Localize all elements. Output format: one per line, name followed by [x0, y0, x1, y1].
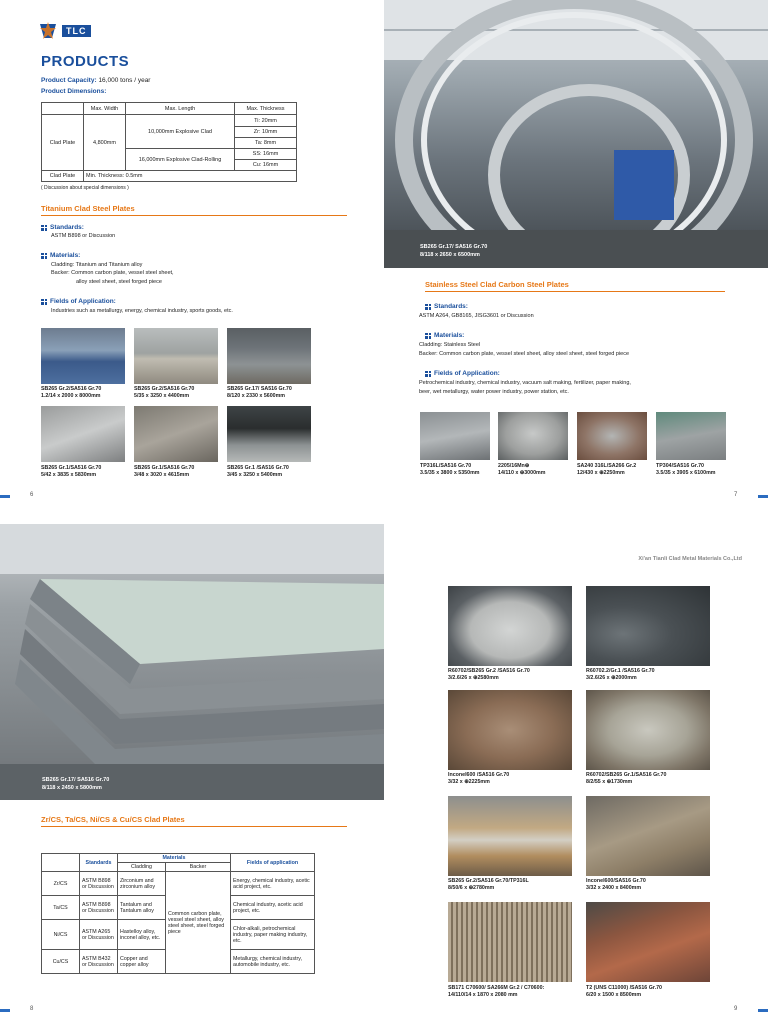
th-thickness: Max. Thickness — [235, 103, 297, 115]
caption-line: 12/430 x ⊕2250mm — [577, 470, 625, 476]
caption-line: 8/50/6 x ⊕2780mm — [448, 885, 495, 891]
product-photo — [498, 412, 568, 460]
caption-line: 8/2/55 x ⊕1730mm — [586, 779, 633, 785]
row-backer: Common carbon plate, vessel steel sheet, alloy steel sheet, steel forged piece — [166, 872, 231, 974]
caption-line: 14/110/14 x 1870 x 2080 mm — [448, 992, 518, 998]
photo-caption — [448, 878, 529, 892]
materials-heading-text: Materials: — [50, 252, 81, 259]
caption-line: 3/45 x 3250 x 5400mm — [227, 472, 283, 478]
row-cladding: Copper and copper alloy — [118, 950, 166, 974]
photo-caption — [586, 772, 666, 786]
capacity-label: Product Capacity: — [41, 77, 97, 84]
product-photo — [586, 690, 710, 770]
photo-caption — [41, 465, 101, 479]
standards-heading-text: Standards: — [50, 224, 84, 231]
caption-line: 6/20 x 1500 x 8500mm — [586, 992, 642, 998]
row-standard: ASTM B898 or Discussion — [80, 872, 118, 896]
caption-line: SB265 Gr.2/SA516 Gr.70/TP316L — [448, 878, 529, 884]
caption-line: 8/118 x 2450 x 5800mm — [42, 785, 102, 791]
cylinder-shape — [384, 0, 768, 268]
caption-line: 3/2.6/26 x ⊕2580mm — [448, 675, 499, 681]
caption-line: R60702/SB265 Gr.2 /SA516 Gr.70 — [448, 668, 530, 674]
page-number: 8 — [30, 1006, 34, 1012]
th-length: Max. Length — [126, 103, 235, 115]
logo-text: TLC — [62, 25, 91, 37]
product-photo — [656, 412, 726, 460]
row-name: Ni/CS — [42, 920, 80, 950]
caption-line: 3/32 x ⊕2225mm — [448, 779, 490, 785]
hero-photo-plates — [0, 524, 384, 800]
fields-heading — [41, 298, 116, 305]
fields-heading — [425, 370, 500, 377]
caption-line: SB265 Gr.17/ SA516 Gr.70 — [227, 386, 292, 392]
page-9 — [384, 512, 768, 1024]
row-standard: ASTM B432 or Discussion — [80, 950, 118, 974]
capacity-value: 16,000 tons / year — [98, 77, 151, 84]
th-materials: Materials — [118, 854, 231, 863]
caption-line: SB265 Gr.2/SA516 Gr.70 — [41, 386, 102, 392]
company-name: Xi'an Tianli Clad Metal Materials Co.,Ltd — [638, 556, 742, 562]
thick-ti: Ti: 20mm — [235, 115, 297, 127]
bullet-icon — [41, 225, 47, 231]
page-bar — [0, 1009, 10, 1012]
page-title: PRODUCTS — [41, 53, 130, 70]
standards-heading — [41, 224, 84, 231]
product-photo — [448, 690, 572, 770]
th-blank — [42, 854, 80, 872]
caption-line: 2205/16Mn⊕ — [498, 463, 530, 469]
page-8 — [0, 512, 384, 1024]
section-title-stainless: Stainless Steel Clad Carbon Steel Plates — [425, 280, 725, 292]
caption-line: R60702/SB265 Gr.1/SA516 Gr.70 — [586, 772, 667, 778]
dimensions-label-text: Product Dimensions: — [41, 88, 107, 95]
page-number: 7 — [734, 492, 738, 498]
photo-caption — [577, 463, 636, 477]
materials-text-2: Backer: Common carbon plate, vessel steel sheet, — [51, 270, 174, 276]
photo-caption — [448, 772, 509, 786]
row-cladding: Tantalum and Tantalum alloy — [118, 896, 166, 920]
photo-caption — [448, 985, 544, 999]
product-photo — [41, 406, 125, 462]
th-width: Max. Width — [84, 103, 126, 115]
page-6 — [0, 0, 384, 512]
caption-line: SB265 Gr.17/ SA516 Gr.70 — [420, 244, 488, 250]
product-photo — [134, 406, 218, 462]
bullet-icon — [425, 333, 431, 339]
page-bar — [758, 495, 768, 498]
photo-caption — [134, 465, 194, 479]
photo-caption — [656, 463, 716, 477]
max-width-value: 4,800mm — [84, 115, 126, 171]
caption-line: 14/110 x ⊕3000mm — [498, 470, 546, 476]
photo-caption — [498, 463, 545, 477]
thick-ta: Ta: 8mm — [235, 138, 297, 149]
page-bar — [0, 495, 10, 498]
section-title-titanium: Titanium Clad Steel Plates — [41, 204, 347, 216]
row-fields: Energy, chemical industry, acetic acid project, etc. — [231, 872, 315, 896]
logo-mark-icon — [38, 22, 58, 40]
row-fields: Metallurgy, chemical industry, automobile industry, etc. — [231, 950, 315, 974]
materials-text-3: alloy steel sheet, steel forged piece — [76, 279, 162, 285]
caption-line: T2 (UNS C11000) /SA516 Gr.70 — [586, 985, 662, 991]
product-photo — [227, 328, 311, 384]
fields-text-2: beer, wet metallurgy, water power industry, power station, etc. — [419, 389, 569, 395]
bullet-icon — [425, 304, 431, 310]
caption-line: 3.5/35 x 3800 x 5350mm — [420, 470, 480, 476]
plates-shape — [0, 524, 384, 800]
dimensions-label — [41, 87, 106, 97]
bullet-icon — [41, 299, 47, 305]
row-standard: ASTM A265 or Discussion — [80, 920, 118, 950]
product-photo — [586, 902, 710, 982]
page-bar — [758, 1009, 768, 1012]
caption-line: SB265 Gr.1 /SA516 Gr.70 — [227, 465, 289, 471]
materials-text-1: Cladding: Stainless Steel — [419, 342, 481, 348]
section-title-zr-ta-ni-cu: Zr/CS, Ta/CS, Ni/CS & Cu/CS Clad Plates — [41, 815, 347, 827]
row-standard: ASTM B898 or Discussion — [80, 896, 118, 920]
product-photo — [577, 412, 647, 460]
hero-caption — [420, 243, 487, 259]
product-photo — [448, 586, 572, 666]
page-number: 9 — [734, 1006, 738, 1012]
standards-heading — [425, 303, 468, 310]
product-photo — [227, 406, 311, 462]
row-fields: Chemical industry, acetic acid project, etc. — [231, 896, 315, 920]
caption-line: R60702.2/Gr.1 /SA516 Gr.70 — [586, 668, 655, 674]
photo-caption — [420, 463, 480, 477]
row2-label: Clad Plate — [42, 171, 84, 182]
fields-text-1: Petrochemical industry, chemical industry, vacuum salt making, fertilizer, paper making, — [419, 380, 631, 386]
th-cladding: Cladding — [118, 863, 166, 872]
product-photo — [134, 328, 218, 384]
product-photo — [448, 902, 572, 982]
caption-line: 8/118 x 2650 x 6500mm — [420, 252, 480, 258]
standards-text: ASTM A264, GB8165, JISG3601 or Discussion — [419, 313, 534, 319]
caption-line: SA240 316L/SA266 Gr.2 — [577, 463, 637, 469]
row-name: Cu/CS — [42, 950, 80, 974]
caption-line: SB265 Gr.1/SA516 Gr.70 — [41, 465, 102, 471]
length-explosive: 10,000mm Explosive Clad — [126, 115, 235, 149]
company-logo — [38, 22, 91, 40]
materials-heading-text: Materials: — [434, 332, 465, 339]
caption-line: 3.5/35 x 3905 x 6100mm — [656, 470, 716, 476]
page-7 — [384, 0, 768, 512]
row-cladding: Zirconium and zirconium alloy — [118, 872, 166, 896]
caption-line: SB265 Gr.2/SA516 Gr.70 — [134, 386, 195, 392]
min-thickness: Min. Thickness: 0.5mm — [84, 171, 297, 182]
photo-caption — [448, 668, 530, 682]
photo-caption — [227, 465, 289, 479]
fields-heading-text: Fields of Application: — [50, 298, 116, 305]
materials-text-2: Backer: Common carbon plate, vessel steel sheet, alloy steel sheet, steel forged piece — [419, 351, 630, 357]
product-photo — [41, 328, 125, 384]
fields-text: Industries such as metallurgy, energy, chemical industry, sports goods, etc. — [51, 308, 233, 314]
caption-line: 1.2/14 x 2000 x 8000mm — [41, 393, 101, 399]
hero-photo-cylinder — [384, 0, 768, 268]
caption-line: 5/42 x 3835 x 5830mm — [41, 472, 97, 478]
product-photo — [586, 796, 710, 876]
photo-caption — [586, 878, 646, 892]
row-name: Ta/CS — [42, 896, 80, 920]
materials-table — [41, 853, 315, 974]
special-dim-note: ( Discussion about special dimensions ) — [41, 185, 129, 191]
row-fields: Chlor-alkali, petrochemical industry, paper making industry, etc. — [231, 920, 315, 950]
caption-line: 3/48 x 3020 x 4615mm — [134, 472, 190, 478]
caption-line: 3/32 x 2400 x 8400mm — [586, 885, 642, 891]
caption-line: SB171 C70600/ SA266M Gr.2 / C70600: — [448, 985, 545, 991]
caption-line: Inconel600/SA516 Gr.70 — [586, 878, 646, 884]
bullet-icon — [425, 371, 431, 377]
fields-heading-text: Fields of Application: — [434, 370, 500, 377]
dimensions-table — [41, 102, 297, 182]
th-fields: Fields of application — [231, 854, 315, 872]
caption-line: TP316L/SA516 Gr.70 — [420, 463, 472, 469]
caption-line: SB265 Gr.1/SA516 Gr.70 — [134, 465, 195, 471]
thick-cu: Cu: 16mm — [235, 160, 297, 171]
hero-caption — [42, 776, 109, 792]
bullet-icon — [41, 253, 47, 259]
thick-zr: Zr: 10mm — [235, 127, 297, 138]
caption-line: TP304/SA516 Gr.70 — [656, 463, 704, 469]
caption-line: 8/120 x 2330 x 5600mm — [227, 393, 286, 399]
product-photo — [448, 796, 572, 876]
caption-line: Inconel600 /SA516 Gr.70 — [448, 772, 510, 778]
standards-heading-text: Standards: — [434, 303, 468, 310]
th-standards: Standards — [80, 854, 118, 872]
capacity-line — [41, 76, 150, 86]
caption-line: SB265 Gr.17/ SA516 Gr.70 — [42, 777, 110, 783]
row-name: Zr/CS — [42, 872, 80, 896]
caption-line: 5/35 x 3250 x 4400mm — [134, 393, 190, 399]
row-label-clad-plate: Clad Plate — [42, 115, 84, 171]
photo-caption — [586, 985, 662, 999]
th-backer: Backer — [166, 863, 231, 872]
page-number: 6 — [30, 492, 34, 498]
standards-text: ASTM B898 or Discussion — [51, 233, 116, 239]
row-cladding: Hastelloy alloy, inconel alloy, etc. — [118, 920, 166, 950]
thick-ss: SS: 16mm — [235, 149, 297, 160]
th-empty — [42, 103, 84, 115]
length-rolling: 16,000mm Explosive Clad-Rolling — [126, 149, 235, 171]
photo-caption — [134, 386, 194, 400]
materials-heading — [425, 332, 464, 339]
photo-caption — [41, 386, 101, 400]
materials-text-1: Cladding: Titanium and Titanium alloy — [51, 262, 143, 268]
product-photo — [420, 412, 490, 460]
caption-line: 3/2.6/26 x ⊕2000mm — [586, 675, 637, 681]
product-photo — [586, 586, 710, 666]
materials-heading — [41, 252, 80, 259]
photo-caption — [227, 386, 292, 400]
photo-caption — [586, 668, 655, 682]
